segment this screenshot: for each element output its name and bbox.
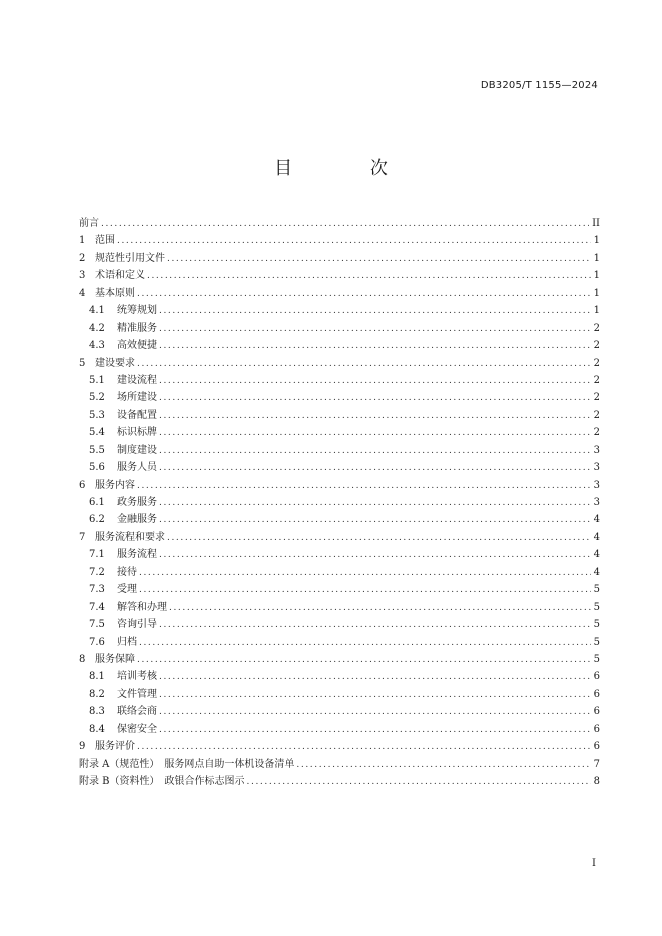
toc-entry-page: 3 bbox=[593, 462, 600, 474]
toc-leader-dots bbox=[137, 652, 591, 669]
toc-leader-dots bbox=[159, 443, 591, 460]
toc-entry-number: 6.1 bbox=[89, 497, 105, 508]
toc-entry-label: 服务评价 bbox=[95, 741, 135, 753]
toc-entry-page: 3 bbox=[593, 479, 600, 491]
toc-leader-dots bbox=[137, 739, 591, 756]
toc-entry-page: 6 bbox=[593, 723, 600, 735]
toc-entry-page: 2 bbox=[593, 357, 600, 369]
toc-entry-page: 6 bbox=[593, 688, 600, 700]
toc-entry[interactable] bbox=[79, 442, 600, 459]
document-code: DB3205/T 1155—2024 bbox=[480, 80, 598, 91]
toc-entry-page: 1 bbox=[593, 235, 600, 247]
toc-leader-dots bbox=[137, 478, 591, 495]
toc-entry-page: 4 bbox=[593, 549, 600, 561]
toc-entry-number: 4.2 bbox=[89, 322, 105, 334]
toc-leader-dots bbox=[167, 530, 591, 547]
toc-entry-label: 咨询引导 bbox=[117, 619, 157, 631]
toc-entry-label: 受理 bbox=[117, 584, 137, 596]
toc-entry-label: 建设流程 bbox=[117, 374, 157, 386]
toc-leader-dots bbox=[159, 338, 591, 355]
toc-entry-label: 服务保障 bbox=[95, 653, 135, 665]
toc-entry[interactable] bbox=[79, 355, 600, 372]
toc-entry-number: 4.3 bbox=[89, 340, 105, 352]
toc-entry-label: 范围 bbox=[95, 235, 115, 247]
toc-entry-label: 接待 bbox=[117, 566, 137, 578]
toc-entry[interactable] bbox=[79, 564, 600, 581]
toc-leader-dots bbox=[159, 321, 591, 338]
toc-entry-page: 2 bbox=[593, 409, 600, 421]
toc-entry-number: 3 bbox=[79, 270, 86, 282]
toc-entry-number: 7.6 bbox=[89, 636, 105, 648]
toc-entry[interactable] bbox=[79, 320, 600, 337]
toc-entry-label: 保密安全 bbox=[117, 723, 157, 735]
toc-entry-label: 建设要求 bbox=[95, 357, 135, 369]
toc-leader-dots bbox=[159, 425, 591, 442]
toc-entry[interactable] bbox=[79, 581, 600, 598]
toc-entry[interactable] bbox=[79, 721, 600, 738]
toc-entry-number: 6.2 bbox=[89, 514, 105, 526]
toc-entry-number: 7.3 bbox=[89, 584, 105, 596]
toc-entry-page: 5 bbox=[593, 584, 600, 596]
toc-entry-page: 6 bbox=[593, 671, 600, 683]
page-title: 目 次 bbox=[274, 158, 424, 179]
toc-leader-dots bbox=[296, 757, 590, 774]
toc-entry-label: 前言 bbox=[79, 218, 99, 229]
toc-entry-page: 2 bbox=[593, 374, 600, 386]
toc-entry-page: 3 bbox=[593, 444, 600, 456]
toc-entry-number: 7.4 bbox=[89, 601, 105, 613]
toc-entry-page: 2 bbox=[593, 322, 600, 334]
toc-entry-number: 5.4 bbox=[89, 427, 105, 439]
toc-leader-dots bbox=[159, 390, 591, 407]
toc-entry[interactable] bbox=[79, 668, 600, 685]
toc-entry-number: 7.1 bbox=[89, 549, 105, 561]
toc-entry-label: 政务服务 bbox=[117, 497, 157, 508]
toc-entry-label: 解答和办理 bbox=[117, 601, 167, 613]
toc-leader-dots bbox=[159, 495, 591, 512]
toc-entry-page: 5 bbox=[593, 636, 600, 648]
toc-entry-page: 2 bbox=[593, 427, 600, 439]
toc-leader-dots bbox=[139, 565, 591, 582]
toc-entry-label: 统筹规划 bbox=[117, 305, 157, 317]
toc-entry-page: 6 bbox=[593, 741, 600, 753]
toc-leader-dots bbox=[159, 460, 591, 477]
toc-entry-number: 8.3 bbox=[89, 706, 105, 718]
toc-entry-label: 归档 bbox=[117, 636, 137, 648]
toc-entry-number: 7 bbox=[79, 531, 86, 543]
toc-entry-number: 5 bbox=[79, 357, 86, 369]
toc-entry-label: 制度建设 bbox=[117, 444, 157, 456]
toc-entry-number: 7.5 bbox=[89, 619, 105, 631]
toc-entry-label: 基本原则 bbox=[95, 287, 135, 299]
toc-entry-number: 5.1 bbox=[89, 374, 105, 386]
toc-entry-number: 4 bbox=[79, 287, 86, 299]
toc-entry[interactable] bbox=[79, 494, 600, 511]
toc-entry-number: 6 bbox=[79, 479, 86, 491]
toc-entry[interactable] bbox=[79, 738, 600, 755]
toc-leader-dots bbox=[159, 669, 591, 686]
toc-entry[interactable] bbox=[79, 459, 600, 476]
toc-entry[interactable] bbox=[79, 599, 600, 616]
toc-entry-page: 4 bbox=[593, 566, 600, 578]
toc-entry[interactable] bbox=[79, 250, 600, 267]
toc-entry[interactable] bbox=[79, 407, 600, 424]
toc-leader-dots bbox=[147, 268, 591, 285]
toc-entry-page: 4 bbox=[593, 531, 600, 543]
toc-entry-number: 9 bbox=[79, 741, 86, 753]
toc-leader-dots bbox=[139, 635, 591, 652]
toc-entry-page: 1 bbox=[593, 252, 600, 264]
toc-entry-number: 1 bbox=[79, 235, 86, 247]
toc-entry[interactable] bbox=[79, 389, 600, 406]
toc-entry-label: 文件管理 bbox=[117, 688, 157, 700]
toc-entry-label: 精准服务 bbox=[117, 322, 157, 334]
toc-leader-dots bbox=[117, 233, 591, 250]
toc-entry-label: 标识标牌 bbox=[117, 427, 157, 439]
toc-leader-dots bbox=[247, 774, 591, 791]
toc-entry[interactable] bbox=[79, 756, 600, 773]
toc-entry-label: 服务人员 bbox=[117, 462, 157, 474]
toc-entry-page: 5 bbox=[593, 619, 600, 631]
toc-entry[interactable] bbox=[79, 267, 600, 284]
toc-entry[interactable] bbox=[79, 285, 600, 302]
toc-entry-number: 5.3 bbox=[89, 409, 105, 421]
toc-leader-dots bbox=[167, 251, 591, 268]
toc-leader-dots bbox=[101, 216, 589, 233]
toc-entry-page: 1 bbox=[593, 305, 600, 317]
toc-entry-label: 培训考核 bbox=[117, 671, 157, 683]
toc-entry-label: 场所建设 bbox=[117, 392, 157, 404]
toc-entry[interactable] bbox=[79, 337, 600, 354]
toc-entry-page: II bbox=[592, 218, 600, 229]
toc-entry[interactable] bbox=[79, 634, 600, 651]
toc-entry-label: 附录 A（规范性） 服务网点自助一体机设备清单 bbox=[79, 758, 295, 770]
toc-leader-dots bbox=[159, 704, 591, 721]
toc-entry-number: 4.1 bbox=[89, 305, 105, 317]
toc-entry[interactable] bbox=[79, 773, 600, 790]
toc-entry-page: 1 bbox=[593, 270, 600, 282]
toc-entry[interactable] bbox=[79, 529, 600, 546]
toc-leader-dots bbox=[159, 617, 591, 634]
toc-entry-page: 6 bbox=[593, 706, 600, 718]
toc-entry-label: 联络会商 bbox=[117, 706, 157, 718]
toc-leader-dots bbox=[137, 356, 591, 373]
toc-entry[interactable] bbox=[79, 372, 600, 389]
toc-leader-dots bbox=[169, 600, 591, 617]
toc-entry-number: 5.5 bbox=[89, 444, 105, 456]
toc-entry-label: 术语和定义 bbox=[95, 270, 145, 282]
toc-entry-page: 5 bbox=[593, 601, 600, 613]
toc-leader-dots bbox=[159, 687, 591, 704]
toc-entry[interactable] bbox=[79, 546, 600, 563]
toc-entry-page: 5 bbox=[593, 653, 600, 665]
toc-entry-number: 5.2 bbox=[89, 392, 105, 404]
toc-entry-label: 服务内容 bbox=[95, 479, 135, 491]
toc-leader-dots bbox=[159, 303, 591, 320]
toc-entry-label: 金融服务 bbox=[117, 514, 157, 526]
toc-leader-dots bbox=[159, 512, 591, 529]
toc-entry-number: 2 bbox=[79, 252, 86, 264]
toc-entry[interactable] bbox=[79, 616, 600, 633]
toc-entry-page: 3 bbox=[593, 497, 600, 508]
toc-entry-label: 服务流程和要求 bbox=[95, 531, 165, 543]
toc-leader-dots bbox=[159, 408, 591, 425]
toc-entry-page: 1 bbox=[593, 287, 600, 299]
page-number: I bbox=[592, 858, 596, 869]
toc-entry[interactable] bbox=[79, 302, 600, 319]
toc-leader-dots bbox=[159, 547, 591, 564]
toc-entry-label: 设备配置 bbox=[117, 409, 157, 421]
toc-entry-page: 8 bbox=[593, 776, 600, 787]
toc-entry-label: 附录 B（资料性） 政银合作标志图示 bbox=[79, 776, 245, 787]
toc-entry-number: 8.1 bbox=[89, 671, 105, 683]
toc-entry[interactable] bbox=[79, 703, 600, 720]
toc-entry-number: 8 bbox=[79, 653, 86, 665]
toc-entry[interactable] bbox=[79, 215, 600, 232]
table-of-contents bbox=[79, 215, 600, 790]
toc-leader-dots bbox=[159, 722, 591, 739]
toc-entry[interactable] bbox=[79, 651, 600, 668]
toc-entry-number: 7.2 bbox=[89, 566, 105, 578]
toc-entry[interactable] bbox=[79, 424, 600, 441]
toc-leader-dots bbox=[137, 286, 591, 303]
toc-leader-dots bbox=[139, 582, 591, 599]
toc-entry-number: 8.2 bbox=[89, 688, 105, 700]
toc-entry-label: 高效便捷 bbox=[117, 340, 157, 352]
toc-entry-number: 8.4 bbox=[89, 723, 105, 735]
toc-entry-page: 4 bbox=[593, 514, 600, 526]
toc-entry-page: 2 bbox=[593, 392, 600, 404]
toc-entry-page: 7 bbox=[593, 758, 600, 770]
toc-entry-label: 规范性引用文件 bbox=[95, 252, 165, 264]
toc-entry-number: 5.6 bbox=[89, 462, 105, 474]
toc-entry[interactable] bbox=[79, 232, 600, 249]
toc-entry-label: 服务流程 bbox=[117, 549, 157, 561]
toc-entry[interactable] bbox=[79, 686, 600, 703]
toc-entry[interactable] bbox=[79, 511, 600, 528]
toc-leader-dots bbox=[159, 373, 591, 390]
toc-entry-page: 2 bbox=[593, 340, 600, 352]
toc-entry[interactable] bbox=[79, 477, 600, 494]
